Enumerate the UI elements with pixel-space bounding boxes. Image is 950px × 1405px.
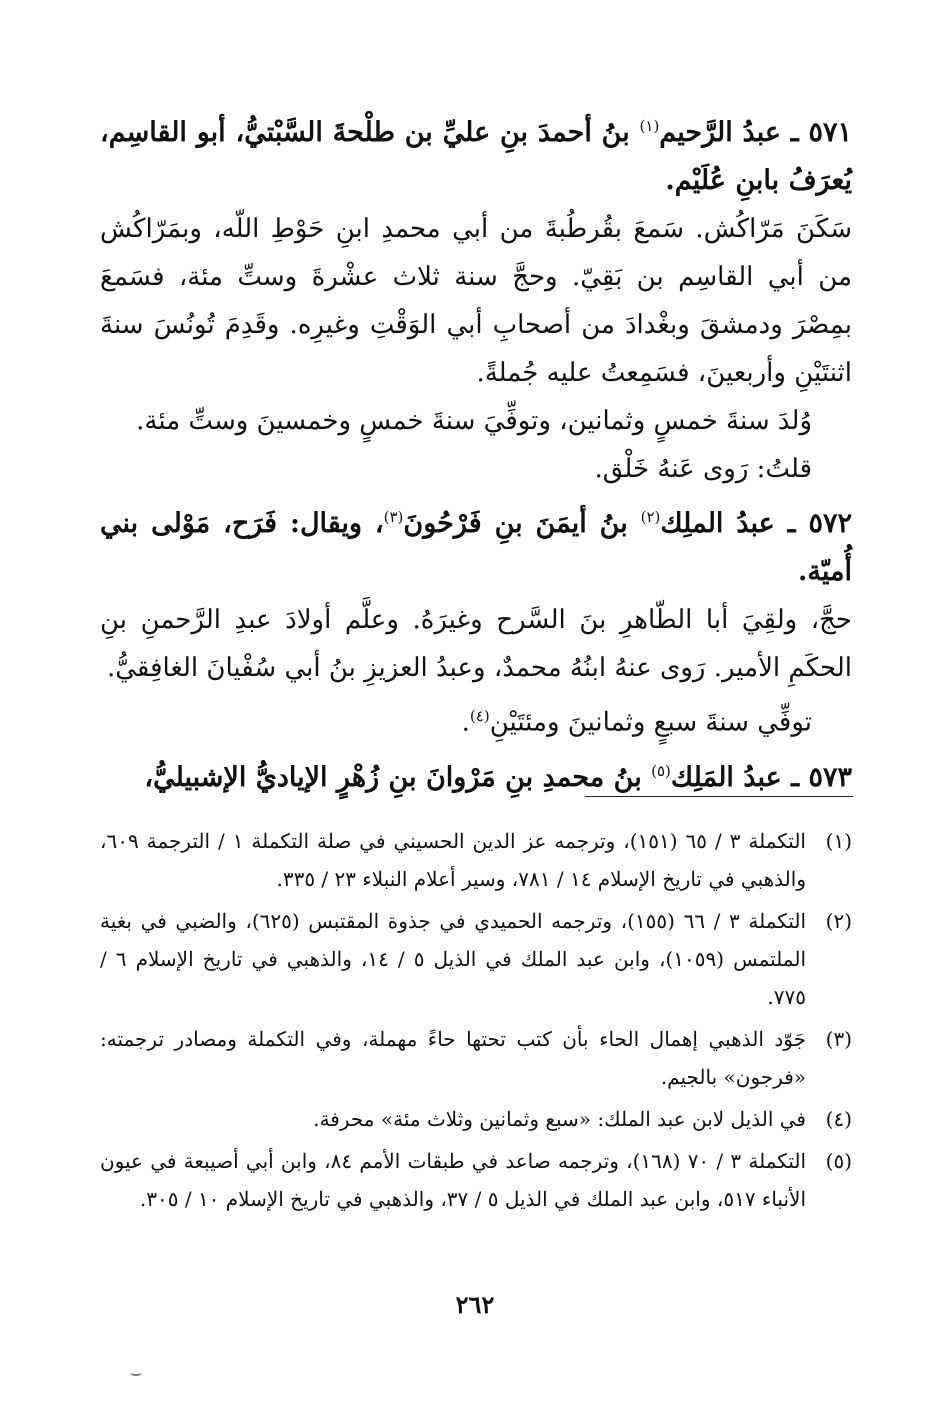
footnote-number: (٢)	[825, 909, 852, 933]
entry-572-death: توفِّي سنةَ سبعٍ وثمانينَ ومئتَيْنِ	[489, 707, 812, 738]
footnote-number: (٥)	[825, 1149, 852, 1173]
footnote-number: (١)	[825, 829, 852, 853]
entry-571-name: ٥٧١ ـ عبدُ الرَّحيم	[659, 117, 852, 148]
entry-572-period: .	[461, 707, 470, 738]
main-text	[100, 102, 852, 802]
footnote-text: التكملة ٣ / ٧٠ (١٦٨)، وترجمه صاعد في طبقات الأمم ٨٤، وابن أبي أصيبعة في عيون الأنباء ٥١٧، وابن عبد الملك في الذيل ٥ / ٣٧، والذهبي في تاريخ الإسلام ١٠ / ٣٠٥.	[100, 1149, 807, 1211]
footnote-3	[100, 1020, 852, 1096]
entry-572-alias: ، ويقال: فَرَح، مَوْلى بني أُميّة.	[100, 508, 852, 587]
entry-572-name: ٥٧٢ ـ عبدُ الملِك	[660, 508, 853, 539]
footnote-separator	[585, 796, 853, 797]
entry-572-lineage: بنُ أيمَنَ بنِ فَرْحُونَ	[403, 508, 641, 539]
footnote-number: (٣)	[825, 1027, 852, 1051]
entry-572-paragraph-1: حجَّ، ولقِيَ أبا الطّاهرِ بنَ السَّرح وغيرَهُ. وعلَّم أولادَ عبدِ الرَّحمنِ بنِ الحكَمِ الأمير. رَوى عنهُ ابنُهُ محمدٌ، وعبدُ العزيزِ بنُ أبي سُفْيانَ الغافِقيُّ.	[100, 605, 852, 683]
footnote-number: (٤)	[825, 1107, 852, 1131]
entry-572-paragraph-2	[100, 692, 852, 747]
footnote-1	[100, 822, 852, 898]
footnote-text: التكملة ٣ / ٦٥ (١٥١)، وترجمه عز الدين الحسيني في صلة التكملة ١ / الترجمة ٦٠٩، والذهبي في تاريخ الإسلام ١٤ / ٧٨١، وسير أعلام النبلاء ٢٣ / ٣٣٥.	[100, 829, 806, 891]
entry-573-heading	[100, 747, 852, 802]
footnote-4	[100, 1100, 852, 1138]
footnote-text: التكملة ٣ / ٦٦ (١٥٥)، وترجمه الحميدي في جذوة المقتبس (٦٢٥)، والضبي في بغية الملتمس (١٠٥٩)، وابن عبد الملك في الذيل ٥ / ١٤، والذهبي في تاريخ الإسلام ٦ / ٧٧٥.	[100, 909, 807, 1009]
entry-571-paragraph-3: قلتُ: رَوى عَنهُ خَلْق.	[594, 454, 812, 484]
footnote-ref-1[interactable]: (١)	[639, 117, 660, 135]
entry-572-heading	[100, 493, 852, 596]
entry-571-lineage: بنُ أحمدَ بنِ عليِّ بن طلْحةَ السَّبْتيُّ، أبو القاسِم، يُعرَفُ بابنِ عُلَيْم.	[100, 117, 852, 196]
footnote-ref-4[interactable]: (٤)	[469, 707, 490, 725]
footnote-2	[100, 902, 852, 1016]
entry-571-paragraph-2: وُلدَ سنةَ خمسٍ وثمانين، وتوفِّيَ سنةَ خمسٍ وخمسينَ وستِّ مئة.	[136, 406, 812, 436]
entry-573-name: ٥٧٣ ـ عبدُ المَلِك	[670, 761, 852, 793]
footnote-5	[100, 1142, 852, 1218]
footnote-text: في الذيل لابن عبد الملك: «سبع وثمانين وثلاث مئة» محرفة.	[313, 1107, 806, 1131]
scan-speck	[130, 1370, 142, 1376]
footnote-text: جَوّد الذهبي إهمال الحاء بأن كتب تحتها حاءً مهملة، وفي التكملة ومصادر ترجمته: «فرجون» بالجيم.	[100, 1027, 806, 1089]
entry-571-paragraph-1: سَكَنَ مَرّاكُش. سَمعَ بقُرطُبةَ من أبي محمدِ ابنِ حَوْطِ اللّه، وبمَرّاكُش من أبي القاسِم بن بَقِيّ. وحجَّ سنة ثلاث عشْرةَ وستِّ مئة، فسَمعَ بمِصْرَ ودمشقَ وبغْدادَ من أصحابِ أبي الوَقْتِ وغيرِه. وقَدِمَ تُونُسَ سنةَ اثنتَيْنِ وأربعينَ، فسَمِعتُ عليه جُملةً.	[100, 214, 852, 388]
footnote-ref-3[interactable]: (٣)	[383, 508, 404, 526]
footnote-ref-2[interactable]: (٢)	[640, 508, 661, 526]
footnotes	[100, 822, 852, 1222]
footnote-ref-5[interactable]: (٥)	[651, 761, 671, 780]
page-number: ٢٦٢	[455, 1290, 495, 1319]
entry-571-heading	[100, 102, 852, 205]
entry-573-lineage: بنُ محمدِ بنِ مَرْوانَ بنِ زُهْرٍ الإياديُّ الإشبيليُّ،	[144, 761, 652, 793]
